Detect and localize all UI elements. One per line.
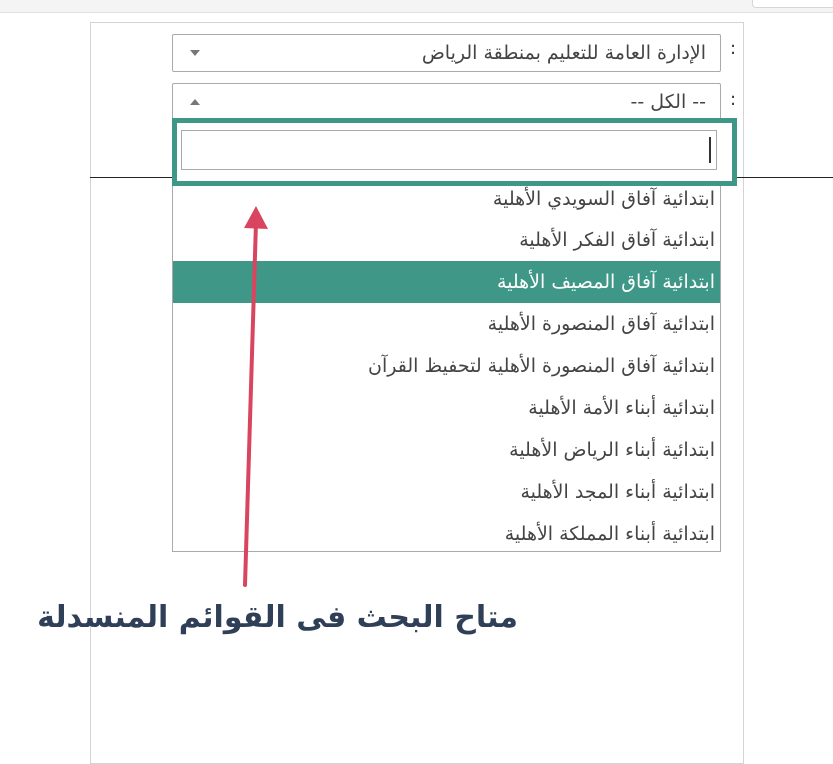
text-cursor bbox=[709, 137, 711, 163]
result-item[interactable]: ابتدائية أبناء المجد الأهلية bbox=[520, 481, 715, 503]
dropdown-search-input[interactable] bbox=[181, 130, 717, 170]
top-bar-button[interactable] bbox=[752, 0, 833, 8]
annotation-text: متاح البحث فى القوائم المنسدلة bbox=[37, 600, 518, 635]
result-item[interactable]: ابتدائية آفاق السويدي الأهلية bbox=[492, 188, 715, 210]
result-item[interactable]: ابتدائية آفاق المنصورة الأهلية لتحفيظ القرآن bbox=[368, 355, 715, 377]
region-select[interactable] bbox=[172, 34, 721, 72]
region-label-colon: : bbox=[729, 38, 737, 59]
result-item[interactable]: ابتدائية أبناء الرياض الأهلية bbox=[509, 439, 715, 461]
region-select-value: الإدارة العامة للتعليم بمنطقة الرياض bbox=[421, 42, 706, 64]
result-item-selected[interactable]: ابتدائية آفاق المصيف الأهلية bbox=[173, 261, 720, 303]
chevron-up-icon bbox=[190, 99, 200, 105]
result-item[interactable]: ابتدائية أبناء الأمة الأهلية bbox=[528, 397, 715, 419]
browser-top-bar bbox=[0, 0, 833, 13]
chevron-down-icon bbox=[190, 50, 200, 56]
school-select[interactable] bbox=[172, 83, 721, 121]
dropdown-results-list[interactable] bbox=[172, 186, 721, 552]
school-label-colon: : bbox=[729, 89, 737, 110]
result-item[interactable]: ابتدائية آفاق الفكر الأهلية bbox=[519, 229, 715, 251]
dropdown-search-highlight bbox=[172, 118, 737, 186]
school-select-value: -- الكل -- bbox=[630, 91, 706, 113]
result-item[interactable]: ابتدائية أبناء المملكة الأهلية bbox=[504, 523, 715, 545]
result-item[interactable]: ابتدائية آفاق المنصورة الأهلية bbox=[487, 313, 715, 335]
